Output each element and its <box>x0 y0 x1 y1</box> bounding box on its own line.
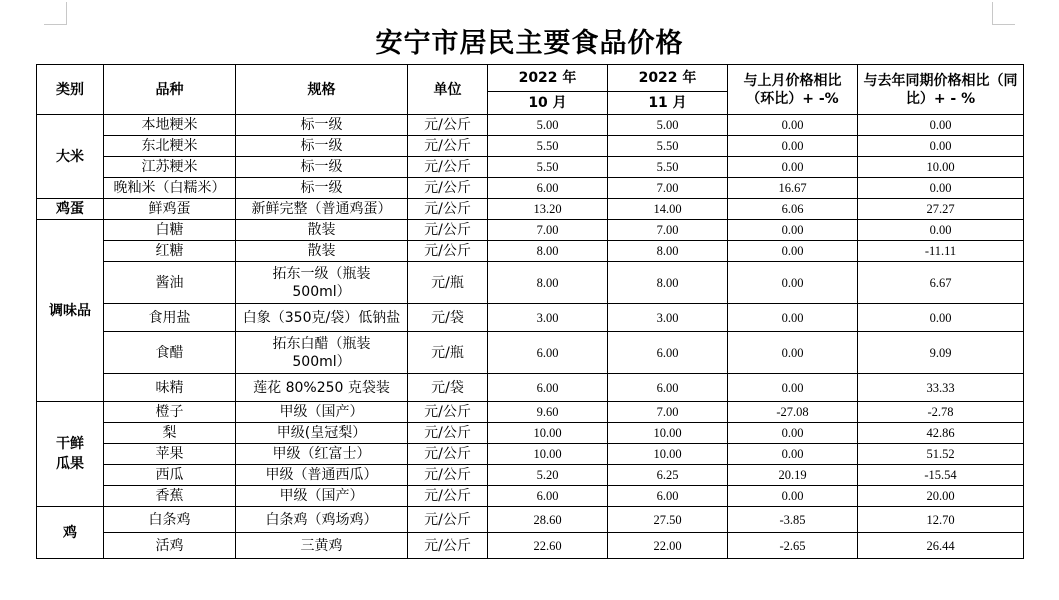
category-cell: 调味品 <box>37 220 104 402</box>
cur-price-cell: 6.00 <box>608 332 728 374</box>
variety-cell: 东北粳米 <box>104 136 236 157</box>
mom-change-cell: 0.00 <box>728 262 858 304</box>
spec-text: 拓东白醋（瓶装500ml） <box>272 335 371 370</box>
yoy-change-cell: 0.00 <box>858 220 1024 241</box>
prev-price-cell: 5.50 <box>488 136 608 157</box>
spec-cell: 散装 <box>236 220 408 241</box>
spec-cell: 标一级 <box>236 136 408 157</box>
mom-change-cell: 0.00 <box>728 332 858 374</box>
yoy-change-cell: 27.27 <box>858 199 1024 220</box>
cur-price-cell: 5.50 <box>608 136 728 157</box>
prev-price-cell: 8.00 <box>488 262 608 304</box>
mom-change-cell: 6.06 <box>728 199 858 220</box>
yoy-change-cell: -11.11 <box>858 241 1024 262</box>
table-row <box>37 444 1024 465</box>
cur-price-cell: 5.00 <box>608 115 728 136</box>
variety-cell: 味精 <box>104 374 236 402</box>
table-row <box>37 465 1024 486</box>
variety-cell: 食用盐 <box>104 304 236 332</box>
category-cell: 鸡 <box>37 507 104 559</box>
mom-change-cell: 0.00 <box>728 220 858 241</box>
price-table <box>36 64 1024 559</box>
spec-cell: 甲级（红富士） <box>236 444 408 465</box>
prev-price-cell: 5.00 <box>488 115 608 136</box>
unit-cell: 元/公斤 <box>408 423 488 444</box>
table-row <box>37 115 1024 136</box>
unit-cell: 元/公斤 <box>408 533 488 559</box>
unit-cell: 元/公斤 <box>408 199 488 220</box>
yoy-change-cell: 10.00 <box>858 157 1024 178</box>
spec-cell: 甲级（国产） <box>236 486 408 507</box>
prev-price-cell: 6.00 <box>488 178 608 199</box>
table-row <box>37 332 1024 374</box>
unit-cell: 元/公斤 <box>408 157 488 178</box>
variety-cell: 香蕉 <box>104 486 236 507</box>
mom-change-cell: -27.08 <box>728 402 858 423</box>
unit-cell: 元/瓶 <box>408 332 488 374</box>
table-row <box>37 157 1024 178</box>
yoy-change-cell: 0.00 <box>858 115 1024 136</box>
prev-price-cell: 9.60 <box>488 402 608 423</box>
prev-price-cell: 6.00 <box>488 486 608 507</box>
yoy-change-cell: 9.09 <box>858 332 1024 374</box>
crop-mark-top-right <box>992 2 1015 25</box>
header-prev-year: 2022 年 <box>488 65 608 92</box>
unit-cell: 元/公斤 <box>408 486 488 507</box>
cur-price-cell: 6.00 <box>608 374 728 402</box>
mom-change-cell: 0.00 <box>728 374 858 402</box>
yoy-change-cell: 0.00 <box>858 304 1024 332</box>
table-row <box>37 199 1024 220</box>
table-row <box>37 220 1024 241</box>
mom-change-cell: 0.00 <box>728 157 858 178</box>
table-row <box>37 136 1024 157</box>
header-yoy-text: 与去年同期价格相比（同比）+ - % <box>863 72 1018 107</box>
yoy-change-cell: -15.54 <box>858 465 1024 486</box>
mom-change-cell: 0.00 <box>728 486 858 507</box>
prev-price-cell: 6.00 <box>488 332 608 374</box>
yoy-change-cell: 6.67 <box>858 262 1024 304</box>
yoy-change-cell: 20.00 <box>858 486 1024 507</box>
variety-cell: 江苏粳米 <box>104 157 236 178</box>
cur-price-cell: 8.00 <box>608 262 728 304</box>
table-row <box>37 402 1024 423</box>
header-mom-text: 与上月价格相比（环比）+ -% <box>743 72 842 107</box>
mom-change-cell: -3.85 <box>728 507 858 533</box>
mom-change-cell: 0.00 <box>728 423 858 444</box>
spec-text: 拓东一级（瓶装500ml） <box>272 265 371 300</box>
header-cur-year: 2022 年 <box>608 65 728 92</box>
unit-cell: 元/袋 <box>408 304 488 332</box>
yoy-change-cell: -2.78 <box>858 402 1024 423</box>
unit-cell: 元/公斤 <box>408 136 488 157</box>
unit-cell: 元/袋 <box>408 374 488 402</box>
cur-price-cell: 7.00 <box>608 178 728 199</box>
variety-cell: 食醋 <box>104 332 236 374</box>
table-row <box>37 533 1024 559</box>
spec-cell: 甲级（普通西瓜） <box>236 465 408 486</box>
unit-cell: 元/公斤 <box>408 465 488 486</box>
table-row <box>37 423 1024 444</box>
spec-cell: 莲花 80%250 克袋装 <box>236 374 408 402</box>
cur-price-cell: 10.00 <box>608 423 728 444</box>
prev-price-cell: 22.60 <box>488 533 608 559</box>
mom-change-cell: 0.00 <box>728 136 858 157</box>
mom-change-cell: -2.65 <box>728 533 858 559</box>
table-row <box>37 374 1024 402</box>
variety-cell: 梨 <box>104 423 236 444</box>
unit-cell: 元/公斤 <box>408 507 488 533</box>
header-category: 类别 <box>37 65 104 115</box>
table-row <box>37 178 1024 199</box>
unit-cell: 元/公斤 <box>408 241 488 262</box>
unit-cell: 元/公斤 <box>408 178 488 199</box>
mom-change-cell: 16.67 <box>728 178 858 199</box>
category-cell: 大米 <box>37 115 104 199</box>
prev-price-cell: 3.00 <box>488 304 608 332</box>
mom-change-cell: 20.19 <box>728 465 858 486</box>
table-row <box>37 241 1024 262</box>
prev-price-cell: 7.00 <box>488 220 608 241</box>
unit-cell: 元/公斤 <box>408 115 488 136</box>
unit-cell: 元/公斤 <box>408 402 488 423</box>
spec-cell: 白象（350克/袋）低钠盐 <box>236 304 408 332</box>
prev-price-cell: 28.60 <box>488 507 608 533</box>
variety-cell: 鲜鸡蛋 <box>104 199 236 220</box>
variety-cell: 西瓜 <box>104 465 236 486</box>
cur-price-cell: 7.00 <box>608 220 728 241</box>
category-cell: 鸡蛋 <box>37 199 104 220</box>
prev-price-cell: 5.20 <box>488 465 608 486</box>
header-mom <box>728 65 858 115</box>
cur-price-cell: 7.00 <box>608 402 728 423</box>
yoy-change-cell: 0.00 <box>858 178 1024 199</box>
yoy-change-cell: 26.44 <box>858 533 1024 559</box>
mom-change-cell: 0.00 <box>728 241 858 262</box>
prev-price-cell: 13.20 <box>488 199 608 220</box>
crop-mark-top-left <box>44 2 67 25</box>
page-title: 安宁市居民主要食品价格 <box>375 28 684 59</box>
variety-cell: 橙子 <box>104 402 236 423</box>
yoy-change-cell: 0.00 <box>858 136 1024 157</box>
yoy-change-cell: 42.86 <box>858 423 1024 444</box>
header-yoy <box>858 65 1024 115</box>
spec-cell: 三黄鸡 <box>236 533 408 559</box>
spec-cell: 白条鸡（鸡场鸡） <box>236 507 408 533</box>
cur-price-cell: 10.00 <box>608 444 728 465</box>
variety-cell: 晚籼米（白糯米） <box>104 178 236 199</box>
prev-price-cell: 8.00 <box>488 241 608 262</box>
spec-cell <box>236 332 408 374</box>
mom-change-cell: 0.00 <box>728 444 858 465</box>
header-cur-month: 11 月 <box>608 92 728 115</box>
table-row <box>37 304 1024 332</box>
variety-cell: 苹果 <box>104 444 236 465</box>
mom-change-cell: 0.00 <box>728 304 858 332</box>
prev-price-cell: 6.00 <box>488 374 608 402</box>
spec-cell: 标一级 <box>236 157 408 178</box>
spec-cell <box>236 262 408 304</box>
header-unit: 单位 <box>408 65 488 115</box>
cur-price-cell: 6.00 <box>608 486 728 507</box>
prev-price-cell: 10.00 <box>488 444 608 465</box>
cur-price-cell: 22.00 <box>608 533 728 559</box>
spec-cell: 散装 <box>236 241 408 262</box>
cur-price-cell: 5.50 <box>608 157 728 178</box>
yoy-change-cell: 51.52 <box>858 444 1024 465</box>
variety-cell: 活鸡 <box>104 533 236 559</box>
cur-price-cell: 6.25 <box>608 465 728 486</box>
variety-cell: 白条鸡 <box>104 507 236 533</box>
unit-cell: 元/瓶 <box>408 262 488 304</box>
cur-price-cell: 8.00 <box>608 241 728 262</box>
spec-cell: 甲级(皇冠梨） <box>236 423 408 444</box>
category-cell: 干鲜瓜果 <box>37 402 104 507</box>
table-row <box>37 486 1024 507</box>
variety-cell: 酱油 <box>104 262 236 304</box>
table-row <box>37 507 1024 533</box>
header-spec: 规格 <box>236 65 408 115</box>
header-prev-month: 10 月 <box>488 92 608 115</box>
yoy-change-cell: 33.33 <box>858 374 1024 402</box>
variety-cell: 本地粳米 <box>104 115 236 136</box>
header-variety: 品种 <box>104 65 236 115</box>
spec-cell: 新鲜完整（普通鸡蛋） <box>236 199 408 220</box>
unit-cell: 元/公斤 <box>408 444 488 465</box>
spec-cell: 甲级（国产） <box>236 402 408 423</box>
variety-cell: 红糖 <box>104 241 236 262</box>
prev-price-cell: 5.50 <box>488 157 608 178</box>
cur-price-cell: 3.00 <box>608 304 728 332</box>
mom-change-cell: 0.00 <box>728 115 858 136</box>
cur-price-cell: 14.00 <box>608 199 728 220</box>
cur-price-cell: 27.50 <box>608 507 728 533</box>
spec-cell: 标一级 <box>236 178 408 199</box>
prev-price-cell: 10.00 <box>488 423 608 444</box>
table-row <box>37 262 1024 304</box>
unit-cell: 元/公斤 <box>408 220 488 241</box>
variety-cell: 白糖 <box>104 220 236 241</box>
spec-cell: 标一级 <box>236 115 408 136</box>
yoy-change-cell: 12.70 <box>858 507 1024 533</box>
